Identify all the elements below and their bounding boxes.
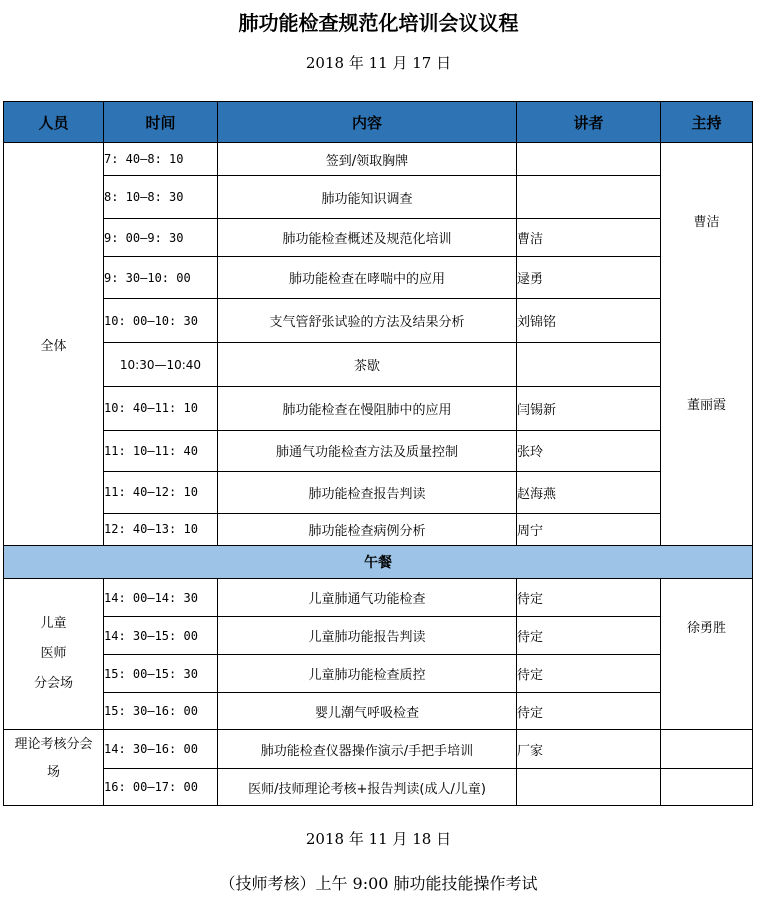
content-cell: 茶歇 [218,343,517,386]
host-cell-session1 [661,143,753,546]
speaker-cell: 待定 [517,579,661,617]
content-cell: 婴儿潮气呼吸检查 [218,693,517,730]
header-people: 人员 [4,102,104,143]
speaker-cell: 刘锦铭 [517,299,661,343]
group-theory-line-2: 场 [46,765,60,780]
time-cell: 12: 40—13: 10 [104,513,218,545]
speaker-cell: 张玲 [517,430,661,471]
group-pediatric-line-3: 分会场 [33,676,73,691]
host-inner [661,143,752,545]
table-row [4,693,753,730]
time-cell: 10: 40—11: 10 [104,386,218,430]
content-cell: 肺功能检查在慢阻肺中的应用 [218,386,517,430]
content-cell: 儿童肺通气功能检查 [218,579,517,617]
group-theory-line-1: 理论考核分会 [14,737,93,752]
content-cell: 儿童肺功能报告判读 [218,617,517,655]
time-cell: 9: 00—9: 30 [104,219,218,257]
speaker-cell [517,343,661,386]
table-row [4,219,753,257]
table-row [4,730,753,769]
content-cell: 肺通气功能检查方法及质量控制 [218,430,517,471]
speaker-cell [517,176,661,219]
time-cell: 14: 30—16: 00 [104,730,218,769]
header-time: 时间 [104,102,218,143]
content-cell: 肺功能检查在哮喘中的应用 [218,257,517,299]
time-cell: 8: 10—8: 30 [104,176,218,219]
time-cell: 11: 10—11: 40 [104,430,218,471]
content-cell: 医师/技师理论考核+报告判读(成人/儿童) [218,769,517,806]
content-cell: 肺功能检查报告判读 [218,471,517,513]
speaker-cell: 赵海燕 [517,471,661,513]
header-content: 内容 [218,102,517,143]
time-cell: 9: 30—10: 00 [104,257,218,299]
time-cell: 7: 40—8: 10 [104,143,218,176]
content-cell: 肺功能检查病例分析 [218,513,517,545]
time-cell: 10: 00—10: 30 [104,299,218,343]
speaker-cell: 厂家 [517,730,661,769]
table-row [4,386,753,430]
lunch-label: 午餐 [4,546,753,579]
speaker-cell: 逯勇 [517,257,661,299]
table-row [4,769,753,806]
content-cell: 肺功能知识调查 [218,176,517,219]
time-cell: 14: 00—14: 30 [104,579,218,617]
table-row [4,430,753,471]
speaker-cell [517,143,661,176]
table-row [4,143,753,176]
table-row [4,343,753,386]
lunch-row [4,546,753,579]
speaker-cell: 待定 [517,655,661,693]
content-cell: 签到/领取胸牌 [218,143,517,176]
date-day-2: 2018 年 11 月 18 日 [305,830,452,848]
agenda-table [3,101,753,806]
host-cell-session3-b [661,769,753,806]
group-pediatric-line-1: 儿童 [40,616,67,631]
table-row [4,617,753,655]
time-cell: 16: 00—17: 00 [104,769,218,806]
group-pediatric [4,579,104,730]
speaker-cell: 待定 [517,617,661,655]
table-header-row [4,102,753,143]
time-cell: 15: 00—15: 30 [104,655,218,693]
table-row [4,655,753,693]
table-row [4,579,753,617]
group-pediatric-line-2: 医师 [40,646,67,661]
table-row [4,176,753,219]
footer-note: （技师考核）上午 9:00 肺功能技能操作考试 [219,874,538,893]
speaker-cell: 闫锡新 [517,386,661,430]
host-name-2: 董丽霞 [686,398,726,413]
header-speaker: 讲者 [517,102,661,143]
page-title: 肺功能检查规范化培训会议议程 [238,11,519,35]
time-cell: 10:30—10:40 [104,343,218,386]
content-cell: 儿童肺功能检查质控 [218,655,517,693]
table-row [4,299,753,343]
header-host: 主持 [661,102,753,143]
date-day-1: 2018 年 11 月 17 日 [305,54,452,72]
speaker-cell: 曹洁 [517,219,661,257]
content-cell: 肺功能检查概述及规范化培训 [218,219,517,257]
table-row [4,471,753,513]
host-cell-session3-a [661,730,753,769]
table-row [4,513,753,545]
time-cell: 11: 40—12: 10 [104,471,218,513]
group-theory-exam [4,730,104,806]
time-cell: 15: 30—16: 00 [104,693,218,730]
group-all: 全体 [4,143,104,546]
speaker-cell: 待定 [517,693,661,730]
table-row [4,257,753,299]
speaker-cell: 周宁 [517,513,661,545]
content-cell: 肺功能检查仪器操作演示/手把手培训 [218,730,517,769]
speaker-cell [517,769,661,806]
content-cell: 支气管舒张试验的方法及结果分析 [218,299,517,343]
host-cell-session2: 徐勇胜 [661,579,753,730]
host-name-1: 曹洁 [693,215,720,230]
time-cell: 14: 30—15: 00 [104,617,218,655]
